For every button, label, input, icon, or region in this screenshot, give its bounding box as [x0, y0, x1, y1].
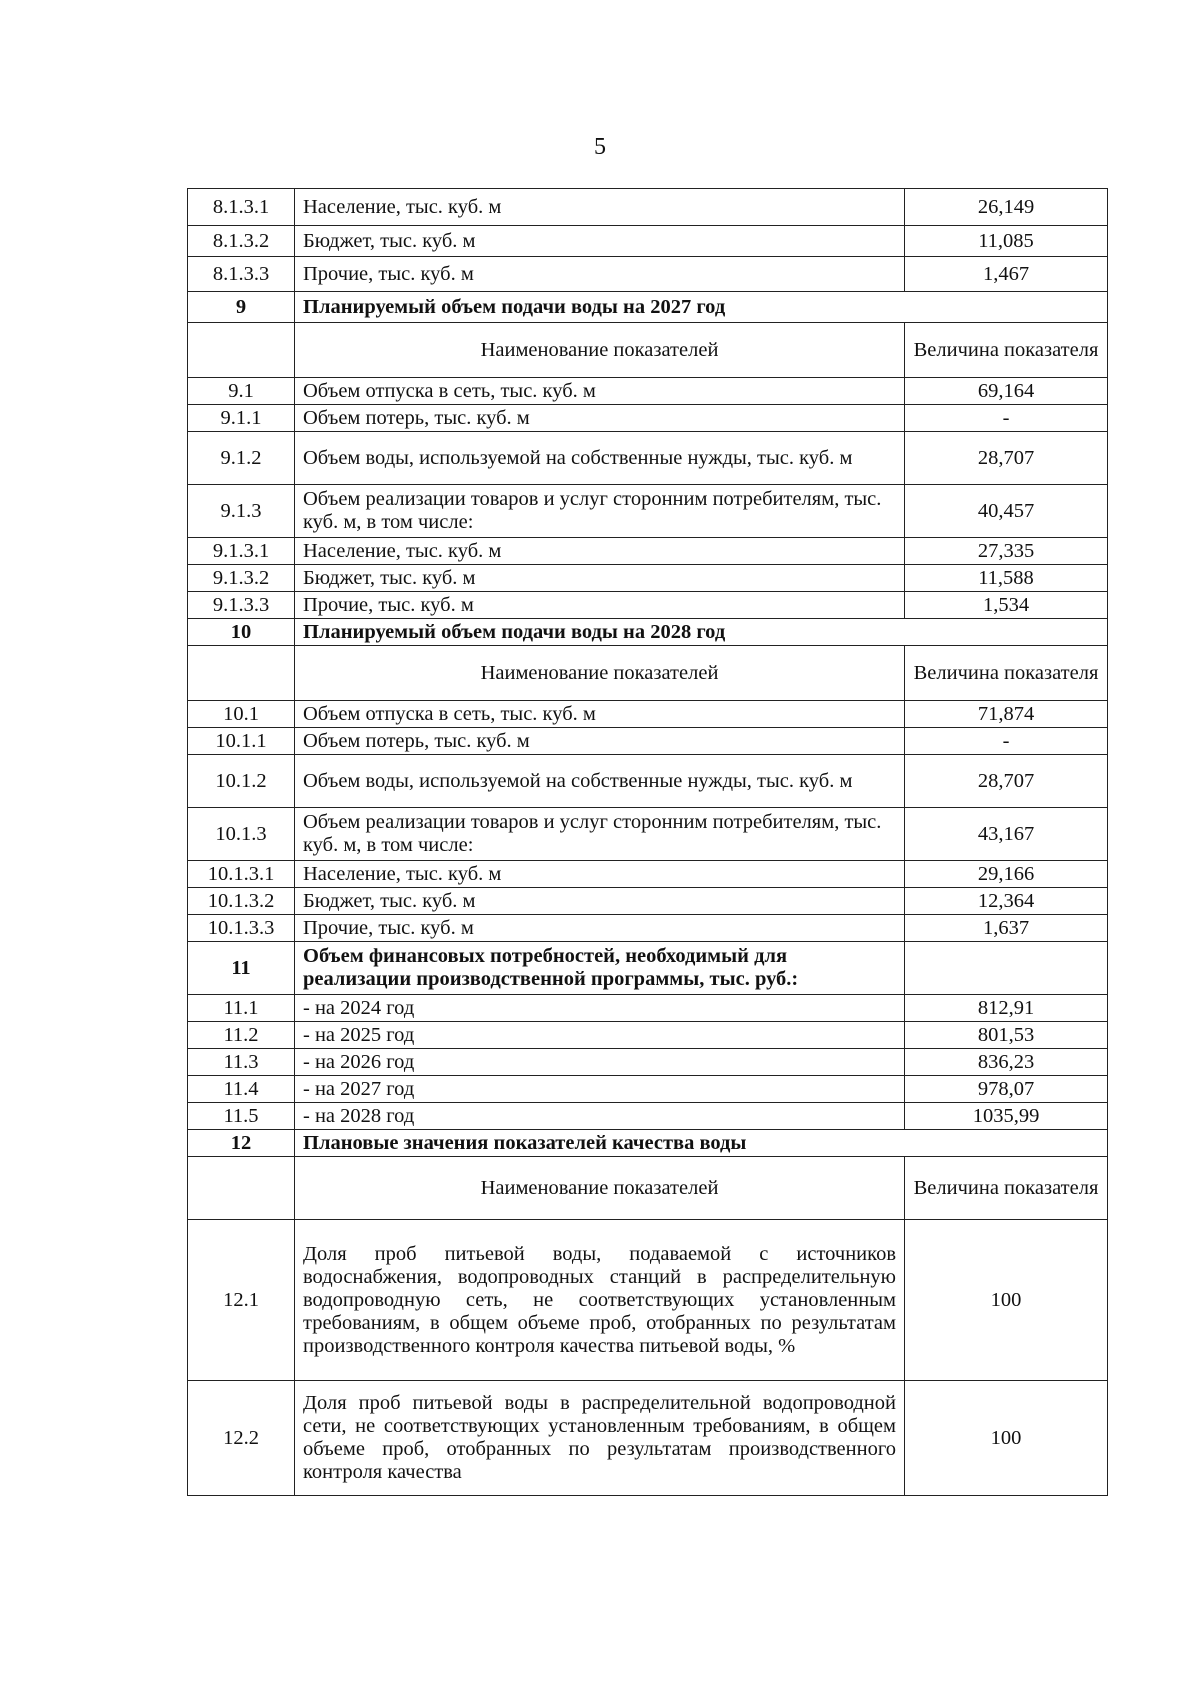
row-number: 10.1.2: [188, 755, 295, 808]
table-row: [188, 189, 1108, 226]
page-number: 5: [594, 134, 606, 160]
row-number: 9.1.1: [188, 405, 295, 432]
row-number: 9.1.3.1: [188, 538, 295, 565]
table-row: [188, 257, 1108, 292]
header-row: [188, 323, 1108, 378]
table-row: [188, 565, 1108, 592]
header-empty-cell: [188, 646, 295, 701]
section-number: 12: [188, 1130, 295, 1157]
row-name: Объем реализации товаров и услуг сторонним потребителям, тыс. куб. м, в том числе:: [295, 808, 905, 861]
table-row: [188, 432, 1108, 485]
header-empty-cell: [188, 323, 295, 378]
header-value-label: Величина показателя: [905, 323, 1108, 378]
row-name: Бюджет, тыс. куб. м: [295, 888, 905, 915]
row-name: Население, тыс. куб. м: [295, 538, 905, 565]
table-row: [188, 808, 1108, 861]
table-row: [188, 861, 1108, 888]
row-value: 11,588: [905, 565, 1108, 592]
row-value: 69,164: [905, 378, 1108, 405]
header-value-label: Величина показателя: [905, 646, 1108, 701]
row-number: 9.1.3.3: [188, 592, 295, 619]
row-value: 12,364: [905, 888, 1108, 915]
header-empty-cell: [188, 1157, 295, 1220]
row-number: 10.1.3.3: [188, 915, 295, 942]
row-name: - на 2024 год: [295, 995, 905, 1022]
row-number: 10.1: [188, 701, 295, 728]
header-row: [188, 646, 1108, 701]
row-number: 10.1.3.1: [188, 861, 295, 888]
table-row: [188, 405, 1108, 432]
table-row: [188, 888, 1108, 915]
row-number: 10.1.3: [188, 808, 295, 861]
section-row: [188, 942, 1108, 995]
row-name: Объем реализации товаров и услуг сторонним потребителям, тыс. куб. м, в том числе:: [295, 485, 905, 538]
table-row: [188, 755, 1108, 808]
row-number: 11.1: [188, 995, 295, 1022]
section-number: 10: [188, 619, 295, 646]
row-name: - на 2026 год: [295, 1049, 905, 1076]
row-name: Доля проб питьевой воды в распределительной водопроводной сети, не соответствующих установленным требованиям, в общем объеме проб, отобранных по результатам производственного контроля качества: [295, 1381, 905, 1496]
row-number: 8.1.3.2: [188, 226, 295, 257]
row-name: Бюджет, тыс. куб. м: [295, 226, 905, 257]
table-row: [188, 378, 1108, 405]
row-name: Объем воды, используемой на собственные нужды, тыс. куб. м: [295, 755, 905, 808]
table-row: [188, 538, 1108, 565]
row-value: 28,707: [905, 755, 1108, 808]
table-row: [188, 1076, 1108, 1103]
header-row: [188, 1157, 1108, 1220]
row-value: 100: [905, 1220, 1108, 1381]
row-value: 1,637: [905, 915, 1108, 942]
row-value: 978,07: [905, 1076, 1108, 1103]
table-row: [188, 1220, 1108, 1381]
row-value: 836,23: [905, 1049, 1108, 1076]
row-name: Бюджет, тыс. куб. м: [295, 565, 905, 592]
header-name-label: Наименование показателей: [295, 646, 905, 701]
row-number: 8.1.3.3: [188, 257, 295, 292]
section-number: 11: [188, 942, 295, 995]
section-title: Плановые значения показателей качества воды: [295, 1130, 1108, 1157]
header-name-label: Наименование показателей: [295, 323, 905, 378]
row-name: - на 2025 год: [295, 1022, 905, 1049]
table-row: [188, 1022, 1108, 1049]
row-name: - на 2027 год: [295, 1076, 905, 1103]
table-row: [188, 728, 1108, 755]
table-row: [188, 1049, 1108, 1076]
row-number: 10.1.3.2: [188, 888, 295, 915]
row-number: 12.1: [188, 1220, 295, 1381]
row-number: 11.4: [188, 1076, 295, 1103]
row-number: 10.1.1: [188, 728, 295, 755]
table-row: [188, 485, 1108, 538]
row-value: 100: [905, 1381, 1108, 1496]
row-name: Прочие, тыс. куб. м: [295, 915, 905, 942]
section-title: Объем финансовых потребностей, необходимый для реализации производственной программы, тыс. руб.:: [295, 942, 905, 995]
row-number: 9.1.2: [188, 432, 295, 485]
table-row: [188, 701, 1108, 728]
row-value: 27,335: [905, 538, 1108, 565]
row-number: 11.3: [188, 1049, 295, 1076]
row-name: Объем потерь, тыс. куб. м: [295, 728, 905, 755]
row-number: 8.1.3.1: [188, 189, 295, 226]
row-value: -: [905, 728, 1108, 755]
row-name: Объем воды, используемой на собственные нужды, тыс. куб. м: [295, 432, 905, 485]
row-name: Население, тыс. куб. м: [295, 189, 905, 226]
table-row: [188, 592, 1108, 619]
section-title: Планируемый объем подачи воды на 2027 год: [295, 292, 1108, 323]
row-number: 9.1.3: [188, 485, 295, 538]
section-row: [188, 1130, 1108, 1157]
table-row: [188, 1381, 1108, 1496]
row-name: Прочие, тыс. куб. м: [295, 592, 905, 619]
row-value: 29,166: [905, 861, 1108, 888]
table-row: [188, 995, 1108, 1022]
section-row: [188, 619, 1108, 646]
header-name-label: Наименование показателей: [295, 1157, 905, 1220]
row-name: Объем отпуска в сеть, тыс. куб. м: [295, 701, 905, 728]
row-name: - на 2028 год: [295, 1103, 905, 1130]
row-value: -: [905, 405, 1108, 432]
row-number: 11.5: [188, 1103, 295, 1130]
row-name: Прочие, тыс. куб. м: [295, 257, 905, 292]
row-name: Объем отпуска в сеть, тыс. куб. м: [295, 378, 905, 405]
row-value: 26,149: [905, 189, 1108, 226]
row-number: 11.2: [188, 1022, 295, 1049]
row-value: 801,53: [905, 1022, 1108, 1049]
production-program-table: [187, 188, 1108, 1496]
row-value: 71,874: [905, 701, 1108, 728]
section-number: 9: [188, 292, 295, 323]
row-number: 9.1: [188, 378, 295, 405]
row-value: 1035,99: [905, 1103, 1108, 1130]
row-value: 812,91: [905, 995, 1108, 1022]
row-value: 28,707: [905, 432, 1108, 485]
row-name: Доля проб питьевой воды, подаваемой с источников водоснабжения, водопроводных станций в распределительную водопроводную сеть, не соответствующих установленным требованиям, в общем объеме проб, отобранных по результатам производственного контроля качества питьевой воды, %: [295, 1220, 905, 1381]
row-value: 11,085: [905, 226, 1108, 257]
header-value-label: Величина показателя: [905, 1157, 1108, 1220]
row-number: 9.1.3.2: [188, 565, 295, 592]
row-name: Население, тыс. куб. м: [295, 861, 905, 888]
table-row: [188, 1103, 1108, 1130]
row-number: 12.2: [188, 1381, 295, 1496]
section-value-empty: [905, 942, 1108, 995]
table-row: [188, 915, 1108, 942]
section-title: Планируемый объем подачи воды на 2028 год: [295, 619, 1108, 646]
row-value: 43,167: [905, 808, 1108, 861]
row-name: Объем потерь, тыс. куб. м: [295, 405, 905, 432]
row-value: 1,467: [905, 257, 1108, 292]
row-value: 40,457: [905, 485, 1108, 538]
row-value: 1,534: [905, 592, 1108, 619]
table-row: [188, 226, 1108, 257]
section-row: [188, 292, 1108, 323]
